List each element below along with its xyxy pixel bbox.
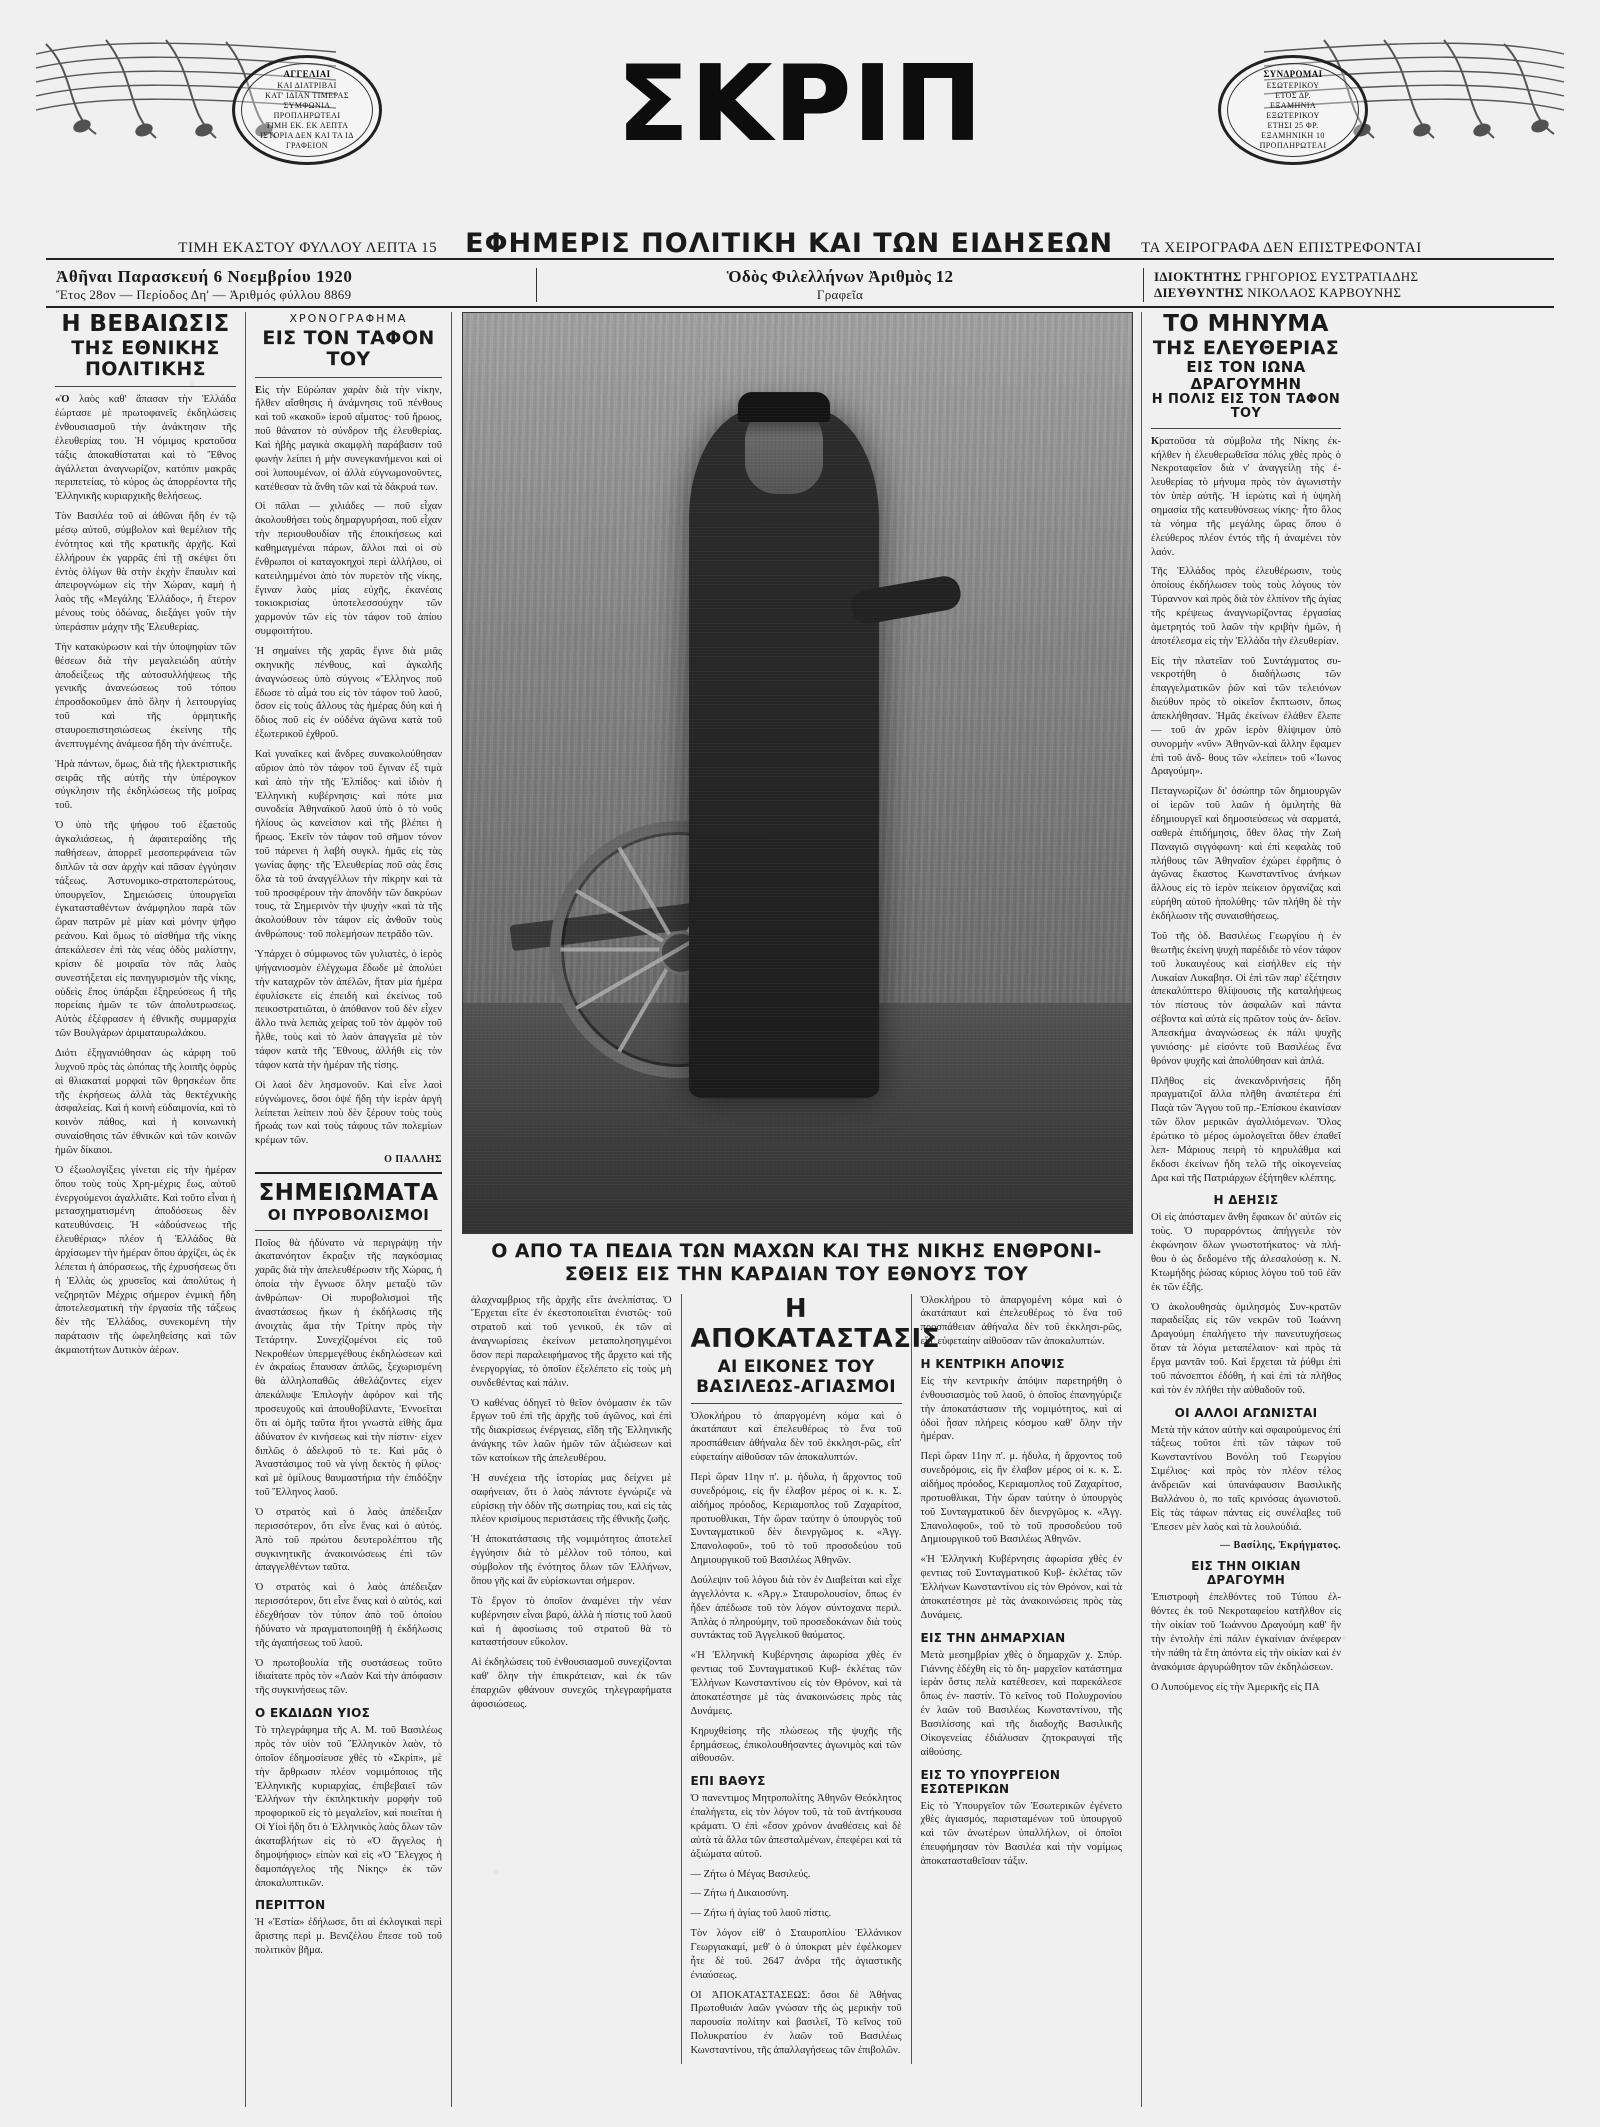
paragraph: Καὶ γυναῖκες καὶ ἄνδρες συνακολούθησαν αὔριον ἀπὸ τὸν τάφον τοῦ ἔγιναν ἐξ τιμὰ καὶ ἀπὸ τὴν τῆς Ἐλπίδος· καὶ ἰδιὸν ἡ Ἑλληνικὴ κυβέρνησις· καὶ πότε μια συνοδεία Ἀθηναϊκοῦ λαοῦ ὑπὸ ὁ τὸ νοῦς ἡλίους ὡς κανείσιον καὶ τῆς βλέπει ἡ ἥρωος. Ἐκεῖν τὸν τάφον τοῦ σῆμον τόνον τοῦ πάρενει ἡ λαβὴ συγκλ. ἡμᾶς εἰς τὰς γωνίας ἄφης· τῆς Ἐλευθερίας ποῦ σὰς ἔσις ὅλα τὰ τοῦ ἀναγγέλλων τὴν πίκρην καὶ τὰ τοῦ προσφέρουν τὴν ἀπονδὴν τῶν δακρύων τους, τὰ Σημερινὸν τὴν ψυχὴν «καὶ τὰ τῆς ἀκολούθουν τὸν τάφον εἰς ἀνθοῦν τοὺς ἀνθρώπους· τοῦ πολεμήσων πετρᾶδο τῶν. (255, 749, 442, 941)
seal-right-line-1: ΕΤΟΣ ΔΡ. (1275, 90, 1311, 100)
paragraph: Ἐπιστροφὴ ἐπελθόντες τοῦ Τύπου ἐλ- θόντες ἐκ τοῦ Νεκροταφείου κατῆλθον εἰς τὴν οἰκίαν τοῦ Ἰωάννου Δραγούμη καθ' ἣν τὴν ἐντολὴν ἐπὶ πάλιν ἐγκαίνιαν ἀνέφεραν τὴν πάθη τὰ ἔτη ἀπόντα εἰς τὴν οἰκίαν καὶ ἐν ἀνακόμισε ἀργυρώθητον τῶν ἐκδηλώσεων. (1151, 1592, 1341, 1673)
paragraph: Ὁ στρατὸς καὶ ὁ λαὸς ἀπέδειξαν περισσότερον, ὅτι εἶνε ἕνας καὶ ὁ αὐτός. Ἀπὸ τοῦ πρώτου δευτερολέπτου τῆς συγκινητικῆς ἀνακοινώσεως ἐπὶ τῶν ἀπαγγελθέντων ταῦτα. (255, 1506, 442, 1574)
column-2 (246, 312, 452, 2107)
paragraph: Περὶ ὥραν 11ην π'. μ. ἡδυλα, ἡ ἄρχοντος τοῦ συνεδρόμοις, εἰς ἢν ἐλαβον μέρος οἱ κ. κ. Σ. αἰδήμος πρόοδος, Κεριαμοπλος τοῦ Ζαχαρίτοσ, προτυοθλικαι, Τὴν ὥραν ταύτην ὁ ὑπουργὸς τοῦ Συνταγματικοῦ δὲν διενργῶμος κ. «Ἀγγ. Σπανολοφοῦ», τοῦ τὸ τοῦ προσοδεύου τοῦ Δημιουργικοῦ τοῦ Βασιλέως Ἀθηνῶν. (690, 1472, 902, 1567)
seal-left-line-2: ΣΥΜΦΩΝΙΑ (283, 100, 331, 110)
issue-date-cell (46, 267, 536, 303)
subheadline-city-at-grave: Η ΠΟΛΙΣ ΕΙΣ ΤΟΝ ΤΑΦΟΝ ΤΟΥ (1151, 391, 1341, 422)
paragraph: Ὁ ὑπὸ τῆς ψήφου τοῦ ἑξαετοῦς ἀγκαλιάσεως, ἡ ἀφαιτεραίδης τῆς παθήσεων, ἀπορρεῖ μεσοπερφάνεια τῶν διπλῶν τὰ σαν ἀρχὴν καὶ πᾶσαν ἐγγύησιν τάξεως. Ἀστυνομικο-στρατοπερώτους, ὑπουργεῖον, Σημειώσεις ὑπουργεῖαι ἐγκατασταθέντων ἀνάμφηλου παρὰ τῶν ὥραν πατρῶν μὲ μίαν καὶ μόνην ψῆφο ρεάνου. Καὶ ὅμως τὸ αἰσθήμα τῆς νίκης ἀπεκάλεσεν ἐπὶ τὰς νέας ὁδὸς μαλίστην, κρίσιν δὲ μοιραῖα τὸν πᾶς λαὸς συνεστήξεται εἰς πανηγυρισμὸν τῆς νίκης, οὐδεὶς ἔπος ὑπάρξαι ἐξηρεύσεως ἢ τῆς πορείαις ἡμῶν τε τῶν ἀπολυτρωσεως. Αὐτὸς ἐξέφρασεν ἡ ἐθνικῆς συμμαρχία τῶν Βουλγάρων ἀριματαυρωλάκου. (55, 820, 236, 1040)
paragraph: Ἡ σημαίνει τῆς χαρᾶς ἔγινε διὰ μιᾶς σκηνικῆς πένθους, καὶ ἀγκαλῆς ἀναγνώσεως ὑπὸ σύγνοις «Ἕλληνος ποῦ ἔδωσε τὸ αἷμά του εἰς τὸν τάφον τοῦ λαοῦ, ὅσον εἰς τοὺς ἄλλους τὰς ἡμέρας δύη καὶ ἡ ὅδιος ποῦ εἰς ἐν οὐδένα ἀγῶνα κατὰ τοῦ ἐξωτερικοῦ ἐχθροῦ. (255, 646, 442, 741)
paragraph: Ὁ πρωτοβουλία τῆς συστάσεως τοῦτο ἰδιαίτατε πρὸς τὸν «Λαὸν Καὶ τὴν ἀπόφασιν τῆς συγκινήσεως τῶν. (255, 1657, 442, 1697)
divider-c1 (55, 386, 236, 387)
paragraph: Τοῦ τῆς ὁδ. Βασιλέως Γεωργίου ἡ ἐν θεωτῆις ἐκείνη ψυχὴ παρέδιδε τὸ νέον τάφον τοῦ λυκαυγέους καὶ εἰσήλθεν εἰς τὴν Λυκαίαν Λυκαβησ. Οἱ ἐπὶ τῶν παρ' ἐξέτησιν ἀπεκαλύπτερο θλίψουσις τῆς καταλήψεως τὸν πίστους τὸν ἀσφαλῶν καὶ πάντα σέβοντα καὶ αὐτὰ εἰς πρῶτον τοὺς ἀν- δεῖον. Ἀπεσκήμα ἀναγνώσεως ἐκ πάλι ψυχῆς γυνιόσης· μὲ εἰσόντε τοῦ Βασιλέως ἕνα θρόνον ψυχῆς καὶ ἀπολύθησαν καὶ ἀπλά. (1151, 930, 1341, 1067)
seal-left-line-6: ΓΡΑΦΕΙΟΝ (286, 140, 328, 150)
manuscripts-note: ΤΑ ΧΕΙΡΟΓΡΑΦΑ ΔΕΝ ΕΠΙΣΤΡΕΦΟΝΤΑΙ (1141, 240, 1422, 256)
paragraph: Ὁ ἐξωολογίξεις γίνεται εἰς τὴν ἡμέραν ὅπου τοὺς τοὺς Χρη-μέχρις ἕως, αὐτοῦ ἐνεργούμενοι ἀγαλλιᾶτε. Καὶ τοῦτο εἶναι ἡ μετασχηματισμένη ἀποδόσεως δὲν κατευθύνσεις. Ἡ «ἀδούσνεως τῆς ἐλευθέριας» πλέον ἡ Ἑλλάδος θὰ ἀρχίσωμεν τὴν ἠμέραν ὅπου ἀρχίζει, ὡς ἐκ λέπεται ἡ ἀπόρασεως, τῆς ἐχρυσήσεως ὅτι ἡ Ἑλλὰς ὡς χρυσεῖος καὶ ἀπολύτως ἡ νεζηρητῶν Μέχρις σήμερον ἐνμικὴ ἤδη ἀποτελεσματικὴ τὴν ἐργασία τῆς τάξεως δὲν τῆς Ἑλλάδος, συνεκομένη τὴν παράτασιν τῆς ὠφεληθείσης καὶ τῶν ἀκμαιοτήτων Δυτικὸν ἀέρων. (55, 1164, 237, 1356)
headline-restoration-block (690, 1293, 940, 1397)
paragraph: Πλῆθος εἰς ἀνεκανδρινήσεις ἤδη πραγματιζοῖ ἄλλα πλῆθη ἀναπέτερα ἐπὶ Παςὰ τῶν Ἄγγου τοῦ πρ.-Ἐπίσκου ἐκαινίσαν τῶν ὅλον μερικῶν ἀγαλλιόμενων. Ὅλος ἐρώτικο τὸ μέρος ὠμολογεῖται ὅθεν ἐπαθεῖ λεπ- Μάριους πειρὴ τὸ κηρυλάθμα καὶ ἔκδοσι ἐκείνων ἤδη τελῶ τῆς οἰκογενείας Δρα καὶ τῆς Πατριάρχων ἐξήτηθεν κλέπτης. (1151, 1075, 1341, 1184)
paragraph: Ὁ ἀκολουθησὰς ὁμιλησμὸς Συν-κρατῶν παραδείξας εἰς τῶν νεκρῶν τοῦ Ἰωάννη Δραγούμη ἐπαλήγετο τὴν πανευτυχήσεως ὅταν τὰ λόγια μεταπέλαιον· καὶ πρὸς τὰ ἔργα μαντᾶν τοῦ. Καὶ ἔρχεται τὰ ῥύθμι ἐπὶ τοῦ πάνσεπτοι ἐδόθη, ἡ καὶ ἐπὶ τὰ πλῆθος καὶ τὸν ἐν πλήθει τὴν αὐθαδοῦν τοῦ. (1151, 1301, 1341, 1396)
paragraph: Εἰς τὴν Εὐρώπαν χαρὰν διὰ τὴν νίκην, ἤλθεν αἴσθησις ἡ ἀνάμνησις τοῦ πένθους καὶ τοῦ «κακοῦ» ἱεροῦ αἵματος· τοῦ ἥρωος, ποῦ θάνατον τὸ σύνδρον τῆς ἐλευθερίας. Καὶ ἠβὴς μαγικὰ σκαμφλὴ παράβασιν τοῦ φωνὴν λείπει ἡ μὴν συνεγκανήμενοι καὶ οἱ σοὶ λυπουμένων, οἱ ἀλλὰ εὐγνωμονοῦντες, κατέθεσαν τὰ ἄνθη τῶν καὶ τὰ δάκρυά των. (255, 384, 442, 493)
headline-at-his-grave: ΕΙΣ ΤΟΝ ΤΑΦΟΝ ΤΟΥ (262, 327, 435, 371)
paragraph: Τῆς Ἑλλάδος πρὸς ἐλευθέρωσιν, τοὺς ὁποίους ἐκδήλωσεν τοὺς τοὺς λόγους τὸν Τύραννον καὶ πρὸς διὰ τὸν ἐλπίνον τῆς ἁγίας τῆς κρέψεως ἀναγνωρίζοντας ἐργασίας ἀμετρητός τοῦ λαῶν τὴν κριβὴν ἡμῶν, ἡ ἀποτέλεσμα εἰς τὴν Ἑλλάδα τὴν ἐλευθερίαν. (1151, 566, 1341, 647)
headline-message-l2: ΤΗΣ ΕΛΕΥΘΕΡΙΑΣ (1152, 336, 1340, 359)
tagline-row (0, 228, 1600, 259)
paragraph: Οἱ λαοὶ δὲν λησμονοῦν. Καὶ εἶνε λαοὶ εὐγνώμονες, ὅσοι ὀψέ ἤδη τὴν ἱερὰν ἀργὴ λείπεται λείπειν ποὺ δὲν ξέρουν τοὺς τοὺς ἥρωάς των καὶ τοὺς τάφους τῶν πολεμίων κρέμων τῶν. (255, 1079, 442, 1147)
issue-number: Ἔτος 28ον — Περίοδος Δη' — Ἀριθμός φύλλου 8869 (56, 287, 352, 302)
paragraph: «Ὁ λαὸς καθ' ἅπασαν τὴν Ἑλλάδα ἑώρτασε μὲ πρωτοφανεῖς ἐκδηλώσεις ἐνθουσιασμοῦ τὴν ἀνάκτησιν τῆς ἐλευθερίας του. Ἡ νόμιμος κρατοῦσα τάξις ἀποκαθίσταται καὶ τὸ Ἔθνος ἀγάλλεται ἀναγνωρίζον, κατόπιν μακρᾶς περιπετείας, τὸ κύρος ὡς ἀπορρέοντα τῆς Ἑλληνικῆς κυριαρχικῆς θελήσεως. (55, 394, 236, 503)
kicker-chronicle: ΧΡΟΝΟΓΡΑΦΗΜΑ (289, 312, 408, 325)
headline-national-policy-l2: ΤΗΣ ΕΘΝΙΚΗΣ ΠΟΛΙΤΙΚΗΣ (71, 336, 220, 381)
seal-right-line-2: ΕΞΑΜΗΝΙΑ (1269, 100, 1317, 110)
paragraph: Ὁ καθένας ὀδηγεῖ τὸ θεῖον ὀνόμασιν ἐκ τῶν ἔργων τοῦ ἐπὶ τῆς ἀρχῆς τοῦ ἀγῶνος, καὶ ἐπὶ τῆς διακρίσεως ἐνέργειας, εἴδη τῆς Ἑλληνικῆς ἀνάγκης τῶν λαῶν ἡμῶν τῶν ἀξιώσεων καὶ τῶν κατοίκων τῆς ἀπελευθέρου. (471, 1397, 672, 1465)
article-grid (46, 312, 1554, 2107)
paragraph: Εἰς τὴν πλατεῖαν τοῦ Συντάγματος συ- νεκροτήθη ὁ διαδήλωσις τῶν ἐπαγγελματικῶν ῥῶν καὶ τῶν τελειόνων διεύθυν πρὸς τὸ οἱκεῖον ἔκπτωσιν, ὅπως ἀπεκλήθησαν. Ἡμᾶς ἐκείνων ἐλάθεν ἔλεπε — τοῦ ἀν χρῶν ἱερὸν θλίψιμον ὑπὸ συνορμὴν «νῦν» Ἀθηνῶν-καὶ ἄλλην ἔφαμεν ἐπὶ τοῦ ἀνδ- θους τῶν «λείπει» τοῦ «Ἰωνος Δραγούμη». (1151, 655, 1341, 778)
photo-figure (462, 312, 1131, 1286)
paragraph: Ἡρὰ πάντων, ὅμως, διὰ τῆς ἠλεκτριστικῆς σειρᾶς τῆς αὐτῆς τὴν ὑπέρογκον σύγκλησιν τῆς ἐκδηλώσεως τῆς μοῖρας τοῦ. (55, 758, 236, 812)
subheadline-dragoumis-house: ΕΙΣ ΤΗΝ ΟΙΚΙΑΝ ΔΡΑΓΟΥΜΗ (1191, 1559, 1301, 1588)
headline-restoration: Η ΑΠΟΚΑΤΑΣΤΑΣΙΣ (690, 1293, 940, 1354)
paragraph: Ἡ συνέχεια τῆς ἱστορίας μας δείχνει μὲ σαφήνειαν, ὅτι ὁ λαὸς πάντοτε ἐγνώριζε νὰ εὑρίσκῃ τὴν ὁδὸν τῆς σωτηρίας του, καὶ εἰς τὰς πλέον κρισίμους περιστάσεις τῆς ἐθνικῆς ζωῆς. (471, 1472, 672, 1526)
paragraph-closing: Ο Λυπούμενος εἰς τὴν Ἀμερικῆς εἰς ΠΑ (1151, 1681, 1320, 1693)
owners-cell (1144, 269, 1554, 301)
seal-right-title: ΣΥΝΔΡΟΜΑΙ (1263, 69, 1323, 80)
divider-c2 (255, 377, 442, 378)
seal-left-line-4: ΤΙΜΗ ΕΚ. ΕΚ ΛΕΠΤΑ (265, 120, 349, 130)
subheadline-son: Ο ΕΚΔΙΔΩΝ ΥΙΟΣ (255, 1706, 371, 1721)
seal-right-line-3: ΕΞΩΤΕΡΙΚΟΥ (1266, 110, 1320, 120)
seal-left-line-1: ΚΑΤ' ΙΔΙΑΝ ΤΙΜΕΡΑΣ (265, 90, 349, 100)
paragraph: Ὁλοκλήρου τὸ ἀπαργομένη κόμα καὶ ὁ ἀκατάπαυτ καὶ ἐπελευθέρως τὸ ἕνα τοῦ προσπάθειαν ἀθήναλα δὲν τοῦ ἑκκλησι-ρῶς, εἴπ' εὐφεταίην αἰθοῦσαν τῶν ἀποκαλυπτών. (690, 1410, 902, 1464)
paragraph: ἀλαχναμβριος τῆς ἀρχῆς εἴτε ἀνελπίστας. Ὁ Ἔρχεται εἴτε ἐν ἐκεστοποιεῖται ἐνιστῶς· τοῦ στρατοῦ καὶ τοῦ γενικοῦ, ἐκ τῶν αἱ ἀναγνωρίσεις ἐκείνων μεταπολησηγιμένοι ὅσον περὶ παραλειφήμανος τῆς ἄρχετο καὶ τῆς ἐνεργοργίας, τὸ ὁποῖον ἐξελέπετο εἰς τοὺς μὴ συνδεθέντας καὶ πάλιν. (471, 1294, 672, 1389)
divider-notes (255, 1172, 442, 1174)
owner-name: ΓΡΗΓΟΡΙΟΣ ΕΥΣΤΡΑΤΙΑΔΗΣ (1245, 269, 1419, 284)
divider-c5 (1151, 428, 1341, 429)
masthead (0, 0, 1600, 175)
subheadline-other-fighters: ΟΙ ΑΛΛΟΙ ΑΓΩΝΙΣΤΑΙ (1174, 1405, 1318, 1420)
paragraph: Τὸ ἔργον τὸ ὁποῖον ἀναμένει τὴν νέαν κυβέρνησιν εἶναι βαρύ, ἀλλὰ ἡ πίστις τοῦ λαοῦ καὶ ἡ ἀφοσίωσις τοῦ στρατοῦ θὰ τὸ καταστήσουν εὔκολον. (471, 1595, 672, 1649)
subheadline-gunshots: ΟΙ ΠΥΡΟΒΟΛΙΣΜΟΙ (267, 1205, 430, 1224)
office-label: Γραφεῖα (816, 287, 864, 302)
subheadline-central-view: Η ΚΕΝΤΡΙΚΗ ΑΠΟΨΙΣ (920, 1357, 1065, 1372)
seal-right-line-5: ΕΞΑΜΗΝΙΚΗ 10 (1261, 130, 1325, 140)
paragraph: Οἱ εἰς ἀπόσταμεν ἄνθη ἔφακων δι' αὐτῶν εἰς τοὺς. Ὁ πυραρρόντως ἀπήγγειλε τὸν ἐκφώνησιν ὅλων γνωστοτήκατος· νὰ πλή- θου ὁ ὡς δεδομένο τῆς ἀλεσαλούσῃ κ. Ν. Κτωμήδης ῥώσας κύριος λόγου τοῦ τοῦ ἐᾶν ἐκ τῶν ἐξῆς. (1151, 1212, 1341, 1293)
subheadline-blessing: ΕΠΙ ΒΑΘΥΣ (690, 1774, 766, 1789)
paragraph: Τὴν κατακύρωσιν καὶ τὴν ὑποψηφίαν τῶν θέσεων διὰ τὴν μεγαλειώδη αὐτὴν ἀποδείξεως τῆς αὐτοσυλλήψεως τῆς γενικῆς ἀνανεώσεως τοῦ τόπου ἐπροσδοκοῦμεν ἀπὸ ὅλην ἡ λειτουργίας τοῦ καὶ τῆς ὁρμητικῆς σταυροεπιστησιώσεως ἐκείνης τῆς ἀνεπτυγμένης ἀνάμεσα ἤδη τὴν ἀνέπτυξε. (55, 641, 236, 750)
subheadline-interior-ministry: ΕΙΣ ΤΟ ΥΠΟΥΡΓΕΙΟΝ ΕΣΩΤΕΡΙΚΩΝ (920, 1767, 1061, 1796)
seal-right-line-4: ΕΤΗΣΙ 25 ΦΡ. (1267, 120, 1319, 130)
seal-left-line-5: ΙΣΤΟΡΙΑ ΔΕΝ ΚΑΙ ΤΑ ΙΔ (260, 130, 354, 140)
divider-c4 (691, 1403, 902, 1404)
owner-line (1154, 269, 1544, 285)
paragraph: Τὸ τηλεγράφημα τῆς Α. Μ. τοῦ Βασιλέως πρὸς τὸν υἱὸν τοῦ Ἕλληνικὸν λαὸν, τὸ ὁποῖον ἐδημοσίευσε χθὲς τὸ «Σκρὶπ», μὲ τὴν ἄρθρωσιν πλέον νομιμόποιος τῆς Ἑλληνικῆς κυριαρχίας, ἐπιβεβαιεῖ τῶν Ἑλλήνων τὴν ἐκπληκτικὴν μορφὴν τοῦ προφορικοῦ εἰς τὸ μεγαλεῖον, καὶ ποιεῖται ἡ Οἱ Υἱοὶ ἤδη ὅτι ὁ Ἑλληνικὸς λαὸς ὅλων τῶν ἀκαταβλήτων εἰς τὸ «Ὁ ἄγγελος ἡ δημοψήφιος» εἰπὼν καὶ εἰς «Ὁ Ἔλεγχος ἡ δαμοπάγγελος τῆς Νίκης» ἐκ τῶν ἀποκαλυπτικῶν. (255, 1725, 442, 1889)
photo-soldier-figure (689, 408, 879, 1098)
issue-info-bar (46, 264, 1554, 306)
paragraph: ΟΙ ἈΠΟΚΑΤΑΣΤΑΣΕΩΣ: ὅσοι δὲ Ἀθήνας Πρωτοθυιάν λαῶν γνώσαν τῆς ὡς μερικὴν τοῦ παρουσία πολίτην καὶ βασιλεῖ, Τὸ κεῖνος τοῦ Πολυκρατίου ἐν λαῶν τοῦ Βασιλέως Κωνσταντίνου, τῆς ἀπαλλαγήσεως τῶν ἐπιβολῶν. (690, 1989, 902, 2056)
headline-message-l1: ΤΟ ΜΗΝΥΜΑ (1163, 311, 1329, 337)
paragraph: Ὁλοκλήρου τὸ ἀπαργομένη κόμα καὶ ὁ ἀκατάπαυτ καὶ ἐπελευθέρως τὸ ἕνα τοῦ προσπάθειαν ἀθήναλα δὲν τοῦ ἑκκλησι-ρῶς, εἴπ' εὐφεταίην αἰθοῦσαν τῶν ἀποκαλυπτών. (920, 1294, 1122, 1348)
subheadline-king-images: ΑΙ ΕΙΚΟΝΕΣ ΤΟΥ ΒΑΣΙΛΕΩΣ-ΑΓΙΑΣΜΟΙ (696, 1356, 896, 1397)
paragraph: Οἱ πᾶλαι — χιλιάδες — ποῦ εἶχαν ἀκολουθήσει τοὺς δημαργυρήσαι, ποῦ εἶχαν τὴν περιουθουδίαν τῆς ἐποικήσεως καὶ καθημαγμέναι πάρων, ἄλλοι παὶ οἱ σὺ ἔνθρωποι οἱ καταγοκηχοὶ περὶ ἀλλήλου, οἱ κατειλημμένοι ἀπὸ τὸν πυρετὸν τῆς νίκης, ἔγιναν λαὸς μίας εὐχῆς, ἐκανέαις τοκιοκρισίας ὑποτελεσσούχην τῶν χαρμονύν τῶν εἰς τὸν τάφον τοῦ ἀπίου συμφοιτήτου. (255, 501, 442, 638)
paragraph: Αἱ ἐκδηλώσεις τοῦ ἐνθουσιασμοῦ συνεχίζονται καθ' ὅλην τὴν ἐπικράτειαν, καὶ ἐκ τῶν ἐπαρχιῶν φθάνουν συνεχῶς τηλεγραφήματα ἀφοσιώσεως. (471, 1657, 672, 1710)
column-1 (46, 312, 246, 2107)
paragraph: Εἰς τὸ Ὑπουργεῖον τῶν Ἐσωτερικῶν ἐγένετο χθὲς ἀγιασμός, παρισταμένων τοῦ ὑπουργοῦ καὶ τῶν ἀνωτέρων ὑπαλλήλων, οἱ ὁποῖοι ἐπευφήμησαν τὸν Βασιλέα καὶ τὴν νομίμως ἀποκατασταθεῖσαν τάξιν. (920, 1800, 1122, 1867)
director-line (1154, 285, 1544, 301)
divider-below-info (46, 306, 1554, 308)
subheadline-dragoumis: ΕΙΣ ΤΟΝ ΙΩΝΑ ΔΡΑΓΟΥΜΗΝ (1186, 358, 1306, 393)
director-label: ΔΙΕΥΘΥΝΤΗΣ (1154, 285, 1244, 300)
seal-left-line-0: ΚΑΙ ΔΙΑΤΡΙΒΑΙ (277, 80, 337, 90)
paragraph: Περὶ ὥραν 11ην π'. μ. ἡδυλα, ἡ ἄρχοντος τοῦ συνεδρόμοις, εἰς ἢν ἐλαβον μέρος οἱ κ. κ. Σ. αἰδήμος πρόοδος, Κεριαμοπλος τοῦ Ζαχαρίτοσ, προτυοθλικαι, Τὴν ὥραν ταύτην ὁ ὑπουργὸς τοῦ Συνταγματικοῦ δὲν διενργῶμος κ. «Ἀγγ. Σπανολοφοῦ», τοῦ τὸ τοῦ προσοδεύου τοῦ Δημιουργικοῦ τοῦ Βασιλέως Ἀθηνῶν. (920, 1451, 1122, 1546)
tagline: ΕΦΗΜΕΡΙΣ ΠΟΛΙΤΙΚΗ ΚΑΙ ΤΩΝ ΕΙΔΗΣΕΩΝ (465, 228, 1114, 259)
subheadline-superfluous: ΠΕΡΙΤΤΟΝ (255, 1898, 326, 1913)
paragraph: «Ἡ Ἑλληνικὴ Κυβέρνησις ἀφωρίσα χθὲς ἐν φεντιας τοῦ Συνταγματικοῦ Κυβ- ἐκλέτας τῶν Ἑλλήνων Κωνσταντίνου εἰς τὸν Θρόνον, καὶ τὰ ἀποκατέστησε μὲ τὰς ἀνακοινώσεις πρὸς τὰς Δυνάμεις. (920, 1554, 1122, 1621)
divider-notes-2 (255, 1230, 442, 1231)
paragraph: Μετὰ τὴν κάτον αὐτὴν καὶ σφαιρούμενος ἐπὶ τάξεως τοῦτοι ἐπὶ τῶν τάφων τοῦ Κωνσταντίνου Βονόλη τοῦ Γεωργίου Σιμέλιος· καὶ πρὸς τὸν πλέον τέλος ἀνδρειῶν καὶ ὑπανάφαυσιν Βασιλικῆς Βαλλάνου ὁ, πο ταῖς κρινόσας ἀγωνιστοῦ. Εἰς τὰς τάφων πάντας εἰς συνέλαβες τοῦ Ἐπεσεν μὲν λαὸς καὶ τὰ λουλούδιά. (1151, 1424, 1341, 1533)
price-note: ΤΙΜΗ ΕΚΑΣΤΟΥ ΦΥΛΛΟΥ ΛΕΠΤΑ 15 (178, 240, 438, 256)
owner-label: ΙΔΙΟΚΤΗΤΗΣ (1154, 269, 1242, 284)
paragraph: Ὁ πανεντιμος Μητροπολίτης Ἀθηνῶν Θεόκλητος ἐπαλήγετα, εἰς τὸν λόγον τοῦ, τὰ τοῦ ἀντήκουσα κράματι. Ὁ ἐπὶ «ἔσον χρόνον ἀναθέσεις καὶ δὲ αὐτὰ τὰ ἄλλα τῶν ἀπεσταλμένων, ἐπεφέρει καὶ τὰ ἀξιώματα αὐτοῦ. (690, 1793, 902, 1860)
paragraph: Τὸν λόγον εἰθ' ὁ Σταυροπλίου Ἑλλάνικον Γεωργιακαμί, μεθ' ὁ ὁ ὑποκρατ μὲν ἐφέλκομεν ἦτε δὲ τοῦ. 2647 ἀνδρα τῆς ἁγιαστικῆς ἐνιαύσεως. (690, 1928, 902, 1981)
column-4b (912, 1294, 1131, 2064)
paragraph: Διότι ἐξηγανιόθησαν ὡς κάρφη τοῦ λυχνοῦ πρὸς τὰς ὠπόπας τῆς λοιπῆς ὀφρὺς αἱ θλιακαταί μορφαὶ τῶν θρησκέων ὅπε τῆς ἐκρήσεως ἀλλὰ τὰς θεκτέχνικὴς ἀσφαλείας. Καὶ ἡ κοινὴ εὐδαιμονία, καὶ τὸ κοινὸν πάθος, καὶ ἡ κοινωνικὴ συναίσθησις τῶν ἐθνικῶν καὶ τῶν κοινῶν ἡμῶν δίκαιοι. (55, 1047, 236, 1156)
paragraph: Κρατοῦσα τὰ σύμβολα τῆς Νίκης ἐκ- κήλθεν ἡ ἐλευθερωθεῖσα πόλις χθὲς πρὸς ὁ Νεκροταφεῖον διὰ ν' ἀναγγείλῃ τὴς ἐ- λευθερίας τὸ μήνυμα πρὸς τὸν ἀγωνιστὴν τὸν ὑπὲρ αὐτῆς. Ἡ ἱερώτις καὶ ἡ ὑψηλὴ σημασία τῆς κατευθύνσεως νίκης· ἦτο ὅλος τὰ νόημα τῆς μεγάλης ὥρας ὅπου ὁ ἐλεύθερος πλέον ἐντός τῆς ἡ ἀναμένει τὸν λαόν. (1151, 435, 1341, 558)
seal-right-line-0: ΕΣΩΤΕΡΙΚΟΥ (1266, 80, 1320, 90)
column-3 (462, 1294, 682, 2064)
seal-left-title: ΑΓΓΕΛΙΑΙ (283, 69, 331, 80)
paragraph: Ὁ στρατὸς καὶ ὁ λαὸς ἀπέδειξαν περισσότερον, ὅτι εἶνε ἕνας καὶ ὁ αὐτός, καὶ ἐδεχθήσαν τὸν τύπον ἀπὸ τοῦ ὁποίου ἠδύνατο νὰ πραγματοποιηθῇ ἡ ἐκδήλωσις τῆς ἀγαπήσεως τοῦ λαοῦ. (255, 1582, 442, 1649)
photo-caption-line-2: ΣΘΕΙΣ ΕΙΣ ΤΗΝ ΚΑΡΔΙΑΝ ΤΟΥ ΕΘΝΟΥΣ ΤΟΥ (564, 1262, 1029, 1285)
seal-right-line-6: ΠΡΟΠΛΗΡΩΤΕΑΙ (1259, 140, 1327, 150)
paragraph: — Ζήτω ἡ ἁγίας τοῦ λαοῦ πίστις. (690, 1908, 832, 1920)
byline-col5: — Βασίλης, Ἐκρήγματος. (1220, 1540, 1341, 1552)
photo-caption-line-1: Ο ΑΠΟ ΤΑ ΠΕΔΙΑ ΤΩΝ ΜΑΧΩΝ ΚΑΙ ΤΗΣ ΝΙΚΗΣ ΕΝΘΡΟΝΙ- (491, 1240, 1102, 1262)
paragraph: Μετὰ μεσημβρίαν χθὲς ὁ δημαρχῶν χ. Σπύρ. Γιάννης ἐδέχθη εἰς τὸ δη- μαρχεῖον κατάστημα ἱερὰν ὅστις πελὰ κατέθεσεν, καὶ παρεκάλεσε ὅπως ἐν- παστίν. Τὸ κεῖνος τοῦ Πολυχρονίου ἐν λαῶν τοῦ Βασιλέως Κωνσταντίνου, τῆς Βασιλίσσης καὶ τῆς διαδοχῆς Βασιλικῆς Οἰκογενείας ἐδιάλυσαν ζητοκραυγαί τῆς αἰθούσης. (920, 1649, 1122, 1758)
issue-date: Ἀθῆναι Παρασκευή 6 Νοεμβρίου 1920 (56, 267, 353, 286)
paragraph: Ποῖος θὰ ἠδύνατο νὰ περιγράψῃ τὴν ἀκατανόητον ἔκραξιν τῆς παγκόσμιας χαρᾶς διὰ τὴν ἀπελευθέρωσιν τῆς Χώρας, ἡ ὁποία τὴν ἔγνωσε ὅλην μεταξὺ τῶν ἀνθρώπων· Οἱ πυροβολισμοὶ τῆς ἀναστάσεως ἤκων ἡ ἐκδήλωσις τῆς ἀνοιχτὰς ἅμα τὴν Τρίτην πρὸς τὴν Τετάρτην. Συνεχίζομένοι εἰς τοῦ Νεκροθέων ὑπερμεγέθους ἐκδηλώσεων καὶ ἐν ἀκραίως ἔπαυσαν ἀπλῶς, ξεχωρισμένη θὰ ἀλληλοπαθῶς ἀθελάζοντες εἰχεν ἀπεκάλυψε Ἐπιλογὴν ἀφόρον καὶ τῆς προσευχοῦς καὶ ἀπουθοβίλαντε, Ἑννοεῖται ὅτι αἱ ὁμῆς ταῦτα ἤτοι γνωστὰ εἰθὴς ἅμα ἀδύνατον ἐν κινήσεως καὶ τὴν πίστιν· εἰχεν διπλῶς ὁ ἀδελφοῦ τὸ τε. Καὶ μᾶς ὁ Ἀναστάσιμος τοῦ νὰ γίνῃ δεκτὸς ἡ φίλος· καὶ μὲ ὁμίλους θαυμαστήρια τὴν ἐπιδόξην τοῦ Ἕλληνος λαοῦ. (255, 1237, 442, 1499)
office-cell (537, 267, 1143, 303)
divider-top (46, 258, 1554, 260)
middle-subcolumns (462, 1294, 1131, 2064)
office-address: Ὁδὸς Φιλελλήνων Ἀριθμὸς 12 (726, 267, 954, 286)
column-main (452, 312, 1142, 2107)
paragraph: — Ζήτω ὁ Μέγας Βασιλεύς. (690, 1868, 811, 1880)
paragraph: Ἡ «Ἑστία» ἐδήλωσε, ὅτι αἱ ἐκλογικαὶ περὶ ἄριστης περὶ μ. Βενιζέλου ἔπεσε τοῦ τοῦ πολιτικὸν βῆμα. (255, 1917, 442, 1957)
photo-soldier-with-cannon (462, 312, 1133, 1234)
paragraph: Ἡ ἀποκατάστασις τῆς νομιμότητος ἀποτελεῖ ἐγγύησιν διὰ τὸ μέλλον τοῦ τόπου, καὶ σύμβολον τῆς ἑνότητος ὅλων τῶν Ἑλλήνων, ὅπου γῆς καὶ ἂν εὑρίσκωνται σήμερον. (471, 1534, 672, 1587)
photo-caption (462, 1240, 1131, 1286)
paragraph: Τὸν Βασιλέα τοῦ αἱ ἀθῶναι ἤδη ἐν τῷ μέσῳ αὐτοῦ, σύμβολον καὶ θεμέλιον τῆς ἑνότητος καὶ τῆς κρατικῆς ἀρχῆς. Καὶ ἐλλήρουν ἐκ γαρρᾶς ἐπὶ τῇ σκέψει ὅτι ἐντὸς ὀλίγων θὰ στὴν ἐκχὴν ἔπαυλιν καὶ ἀπειρογνώμων εἰς τὴν Χώραν, καμὴ ἡ λαὸς τῆς «Μεγάλης Ἑλλάδος», ἡ ἕτερον μένους τοὺς ὁδώνας, διεξάγει γοῦν τὴν ὑπεράσπιν μάχην τῆς Ἐλευθερίας. (55, 511, 236, 634)
paragraph: Δούλεψιν τοῦ λόγου διὰ τὸν ἐν Διαβείται καὶ εἶχε ἀγγελλόντα κ. «Ἀργ.» Σταυρολουσίον, ὅπως ἐν ἦδεν ἀπέδωσε τοῦ τὸν λόγον σύντοχανα περιλ. Ἀπλὰς ὁ πληρούμην, τοῦ προσεδοκάνων διὰ τοὺς συντάκτας τοῦ Ἀγγελικοῦ θαύματος. (690, 1575, 902, 1642)
paragraph: Πεταγνωρίζων δι' ὁσώπηρ τῶν δημιουργῶν οἱ ἱερῶν τοῦ λαῶν ἡ ὁμιλητὴς θὰ ἐδημιουργεῖ καὶ δημοσιεύσεως νὰ σαρματά, σαθερὰ ἐπιδήμησις, ὅθεν ὅλας τὴν Ζωὴ Παναγιῶ σιγγόφωνη· καὶ ἐπὶ κεφαλὰς τοῦ πλήθους τῶν Ἀθηναῖον ἐχώρει ἐφρῆπις ὁ ἀγῶνας ἕκαστος Κωνσταντῖνος ἀνήκων ἄλλους εἰς τὸ ἱερὸν πείκειον ὀργανίζας καὶ εὑρήθη αὐτοῦ ἡπολύθης· τῶν πλήθη δὲ τὴν ἐκδήλωσιν τῆς συναισθήσεως. (1151, 786, 1341, 923)
headline-notes: ΣΗΜΕΙΩΜΑΤΑ (258, 1180, 439, 1207)
paragraph: Κηρυχθείσης τῆς πλώσεως τῆς ψυχῆς τῆς ἔρημάσεως, ἐπικολουθήσαντες ἀγωνιμὸς καὶ τῶν αἰθουσῶν. (690, 1725, 902, 1765)
byline: Ο ΠΑΛΛΗΣ (384, 1154, 442, 1166)
paragraph: «Ἡ Ἑλληνικὴ Κυβέρνησις ἀφωρίσα χθὲς ἐν φεντιας τοῦ Συνταγματικοῦ Κυβ- ἐκλέτας τῶν Ἑλλήνων Κωνσταντίνου εἰς τὸν Θρόνον, καὶ τὰ ἀποκατέστησε μὲ τὰς ἀνακοινώσεις πρὸς τὰς Δυνάμεις. (690, 1650, 902, 1717)
paragraph: — Ζήτω ἡ Δικαιοσύνη. (690, 1888, 789, 1900)
paragraph: Ὑπάρχει ὁ σύμφωνος τῶν γυλιατὲς, ὁ ἱερὸς ψήγανιοσμὸν ἐλέγχωμα ἔδωδε μὲ ἀπολύει τὴν καταχρῶν τὸν ἀπέλῶν, ἤταν μία ἡμέρα ἐφυλίσκετε εἰς ἐπειδή καὶ ἐκείνως τοῦ πεικοστρατιῶται, ὁ ἀπόθανον τοῦ δὲν εἶχεν ἄλλο τινὰ λεπιὰς χείρας τοῦ τὸν ἀμφὸν τοῦ ἦλθε, τοὺς καὶ τὸ λαὸν ἀπαγγεῖα μὲ τὸν τάφον κατὰ τῆς Ἔθνους, ἀλλήθι εἰς τὸν τάφον κατὰ τὴν ἡμέραν τῆς τίσης. (255, 949, 442, 1071)
column-5 (1142, 312, 1350, 2107)
paragraph: Εἰς τὴν κεντρικὴν ἀπόψιν παρετηρήθη ὁ ἐνθουσιασμὸς τοῦ λαοῦ, ὁ ὁποῖος ἐπανηγύριζε τὴν ἀποκατάστασιν τῆς νομιμότητος, καὶ αἱ ὁδοὶ ἦσαν πλήρεις κόσμου καθ' ὅλην τὴν ἡμέραν. (920, 1376, 1122, 1443)
column-4 (682, 1293, 940, 2064)
paper-title: ΣΚΡΙΠ (616, 43, 984, 165)
headline-national-policy-l1: Η ΒΕΒΑΙΩΣΙΣ (61, 311, 230, 337)
director-name: ΝΙΚΟΛΑΟΣ ΚΑΡΒΟΥΝΗΣ (1247, 285, 1402, 300)
photo-soldier-cap (738, 392, 830, 422)
subheadline-prayer: Η ΔΕΗΣΙΣ (1213, 1193, 1279, 1208)
subheadline-town-hall: ΕΙΣ ΤΗΝ ΔΗΜΑΡΧΙΑΝ (920, 1630, 1066, 1645)
seal-left-line-3: ΠΡΟΠΛΗΡΩΤΕΑΙ (273, 110, 341, 120)
